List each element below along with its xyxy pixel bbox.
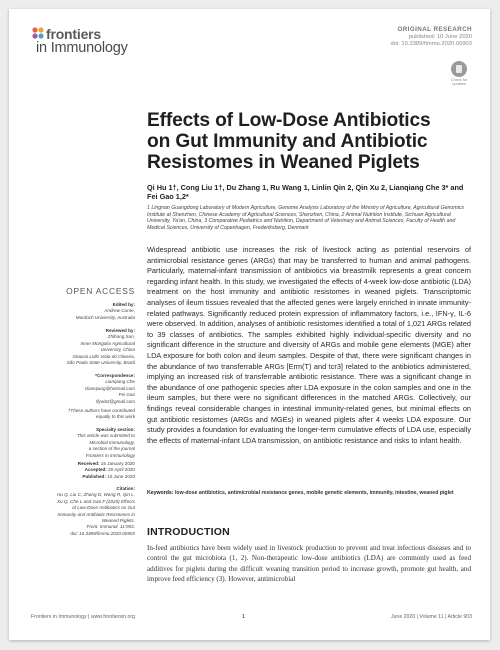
citation-label: Citation: (116, 486, 135, 491)
correspondence-email[interactable]: clianqiang@hotmail.com (84, 385, 135, 391)
published-label: Published: (82, 473, 106, 479)
published-value: 10 June 2020 (107, 473, 135, 479)
correspondence-block (31, 373, 135, 405)
dates-block (31, 461, 135, 480)
citation-line: Front. Immunol. 11:903. (86, 524, 135, 530)
keywords-label: Keywords: (147, 490, 174, 496)
specialty-line: Microbial Immunology, (89, 439, 135, 445)
article-page (9, 9, 490, 640)
article-title: Effects of Low-Dose Antibiotics on Gut Immunity and Antibiotic Resistomes in Weaned Piglets (147, 110, 431, 173)
introduction-text: In-feed antibiotics have been widely used in livestock production to prevent and treat infectious diseases and to control the gut microbiota (1, 2). Non-therapeutic low-dose antibiotics (LDA) are commonly used as feed additives for piglets during the difficult weaning transition period to increase growth, promote gut health, and improve feed efficiency (3). However, antimicrobial (147, 544, 471, 584)
citation-line: Weaned Piglets. (101, 518, 135, 524)
received-value: 15 January 2020 (100, 461, 135, 466)
note-line: †These authors have contributed (67, 408, 135, 413)
correspondence-line: Lianqiang Che (105, 379, 135, 385)
citation-doi[interactable]: doi: 10.3389/fimmu.2020.00903 (70, 530, 135, 536)
affiliations: 1 Lingnan Guangdong Laboratory of Modern Agriculture, Genome Analysis Laboratory of the Ministry of Agriculture, Agricultural Genomics Institute at Shenzhen, Chinese Academy of Agricultural Sciences, Shenzhen, China, 2 Animal Nutrition Institute, Sichuan Agricultural University, Ya'an, China, 3 Comparative Pediatrics and Nutrition, Department of Veterinary and Animal Sciences, Faculty of Health and Medical Sciences, University of Copenhagen, Frederiksberg, Denmark (147, 205, 464, 232)
equal-contribution-note (31, 408, 135, 421)
footer-volume-info: June 2020 | Volume 11 | Article 903 (390, 614, 472, 620)
reviewer-line: São Paulo State University, Brazil (66, 360, 135, 366)
author-list[interactable]: Qi Hu 1†, Cong Liu 1†, Du Zhang 1, Ru Wang 1, Linlin Qin 2, Qin Xu 2, Lianqiang Che 3* and Fei Gao 1,2* (147, 183, 464, 202)
abstract: Widespread antibiotic use increases the risk of livestock acting as potential reservoirs of antimicrobial resistance genes (ARGs) that may be transferred to human and animal pathogens. Particularly, maternal-infant transmission of antibiotics via breastmilk represents a great concern regarding infant health. In this study, we investigated the effects of 4-week low-dose antibiotic (LDA) treatment on the host immunity and antibiotic resistomes in weaned piglets. Transcriptomic analyses of ileum tissues revealed that the affected genes were largely enriched in innate immunity-related pathways. Significantly reduced protein expression of inflammatory factors, i.e., IFN-γ, IL-6 were observed. In addition, analyses of antibiotic resistomes identified a total of 1,021 ARGs related to 39 classes of antibiotics. The samples exhibited highly individual-specific diversity and no significant difference in the structure and diversity of ARGs and mobile gene elements (MGE) after LDA exposure for both colon and ileum samples. Despite of that, there were significant changes in the abundance of two transferrable ARGs [Erm(T) and tcr3] related to the antibiotics administered, implying an increased risk of transferrable antibiotic resistance. There was a significant change in the abundance of one pathogenic species after LDA exposure in the colon samples and one in the ileum samples, but there were no significant differences in the matched ARGs. Collectively, our findings reveal considerable changes in intestinal immunity-related genes, but minimal effects on gut antibiotic resistomes (ARGs and MGEs) in weaned piglets after 4 weeks LDA exposure. Our study provides a foundation for evaluating the longer-term cumulative effects of LDA use, especially the effects of maternal-infant LDA transmission, on antibiotic resistance and risks to infant health. (147, 245, 471, 445)
specialty-section-label: Specialty section: (95, 427, 135, 432)
footer-journal-link[interactable]: Frontiers in Immunology | www.frontiersin.org (31, 614, 135, 620)
crossmark-badge[interactable] (450, 61, 468, 85)
specialty-line: a section of the journal (88, 446, 135, 452)
page-footer (31, 614, 472, 626)
specialty-line: Frontiers in Immunology (85, 452, 135, 458)
journal-logo[interactable] (31, 25, 141, 59)
open-access-label: OPEN ACCESS (66, 286, 135, 296)
edited-by-block (31, 302, 135, 321)
citation-block (31, 486, 135, 537)
section-heading-introduction: INTRODUCTION (147, 526, 230, 538)
citation-line: Xu Q, Che L and Gao F (2020) Effects (57, 498, 135, 504)
editor-line: Andrew Currie, (104, 308, 135, 314)
reviewer-line: Zhihong Sun, (107, 334, 135, 340)
logo-word-journal: in Immunology (36, 40, 128, 56)
reviewed-by-block (31, 328, 135, 366)
reviewer-line: Inner Mongolia Agricultural (80, 340, 135, 346)
article-meta (390, 26, 472, 49)
article-type: ORIGINAL RESEARCH (397, 26, 472, 33)
specialty-section-block (31, 427, 135, 459)
page-number: 1 (242, 614, 245, 620)
keywords (147, 490, 469, 497)
edited-by-label: Edited by: (112, 302, 135, 307)
logo-word-frontiers: frontiers (46, 26, 101, 42)
doi-link[interactable]: doi: 10.3389/fimmu.2020.00903 (390, 41, 472, 48)
correspondence-label: *Correspondence: (95, 373, 135, 378)
citation-line: Hu Q, Liu C, Zhang D, Wang R, Qin L, (56, 492, 135, 498)
published-date-side (31, 474, 135, 480)
reviewer-line: Glaucia Lollo Viola do Oliveira, (72, 353, 135, 359)
received-label: Received: (77, 461, 100, 466)
correspondence-line: Fei Gao (118, 392, 135, 398)
correspondence-email[interactable]: flyoi82@gmail.com (96, 398, 135, 404)
published-date: published: 10 June 2020 (408, 33, 472, 40)
crossmark-label: Check for updates (450, 78, 468, 86)
accepted-value: 20 April 2020 (108, 467, 135, 473)
reviewer-line: University, China (100, 347, 135, 353)
citation-line: Immunity and Antibiotic Resistomes in (57, 511, 135, 517)
reviewed-by-label: Reviewed by: (105, 328, 135, 333)
crossmark-icon (451, 61, 467, 77)
frontiers-logo-icon (31, 26, 45, 40)
note-line: equally to this work (95, 414, 135, 420)
accepted-label: Accepted: (84, 467, 107, 473)
specialty-line: This article was submitted to (77, 433, 135, 439)
keywords-list: low-dose antibiotics, antimicrobial resistance genes, mobile genetic elements, immunity, intestine, weaned piglet (174, 490, 454, 496)
citation-line: of Low-Dose Antibiotics on Gut (72, 505, 135, 511)
editor-line: Murdoch University, Australia (75, 314, 135, 320)
